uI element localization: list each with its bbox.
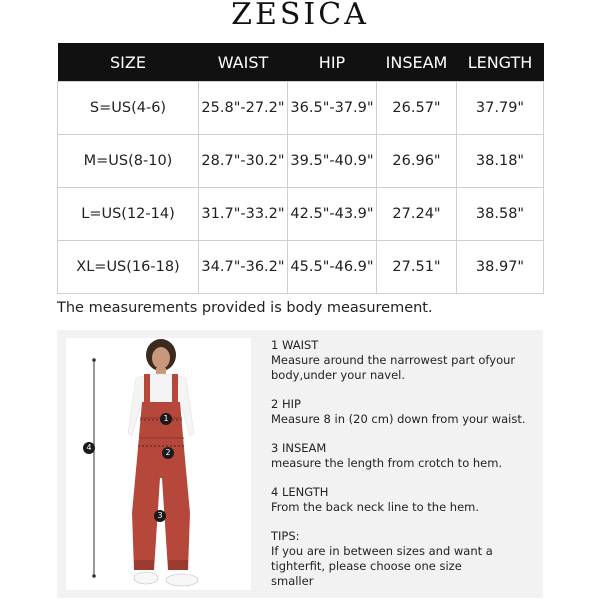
- table-cell: 27.51": [377, 241, 457, 294]
- header-waist: WAIST: [199, 43, 288, 82]
- table-cell: 37.79": [457, 82, 544, 135]
- instruction-inseam: [271, 441, 536, 471]
- instruction-line: Measure 8 in (20 cm) down from your waist.: [271, 412, 526, 426]
- marker-waist: 1: [160, 413, 172, 425]
- table-row: [58, 82, 544, 135]
- overalls-body: [132, 402, 190, 570]
- header-hip: HIP: [288, 43, 377, 82]
- table-cell: 42.5"-43.9": [288, 188, 377, 241]
- instruction-line: smaller: [271, 574, 314, 588]
- header-size: SIZE: [58, 43, 199, 82]
- instruction-title: TIPS:: [271, 529, 300, 543]
- instruction-line: Measure around the narrowest part ofyour: [271, 353, 516, 367]
- table-row: [58, 188, 544, 241]
- table-cell: 38.58": [457, 188, 544, 241]
- table-row: [58, 135, 544, 188]
- marker-hip: 2: [162, 447, 174, 459]
- table-cell: 36.5"-37.9": [288, 82, 377, 135]
- instruction-line: From the back neck line to the hem.: [271, 500, 480, 514]
- instruction-line: If you are in between sizes and want a: [271, 544, 493, 558]
- overalls-model-illustration: [66, 338, 251, 590]
- table-cell: 25.8"-27.2": [199, 82, 288, 135]
- table-cell: 45.5"-46.9": [288, 241, 377, 294]
- table-cell: 26.96": [377, 135, 457, 188]
- right-shoe: [166, 574, 198, 586]
- table-cell: M=US(8-10): [58, 135, 199, 188]
- table-cell: 31.7"-33.2": [199, 188, 288, 241]
- table-row: [58, 241, 544, 294]
- header-inseam: INSEAM: [377, 43, 457, 82]
- size-chart-table: [57, 43, 544, 294]
- table-cell: 34.7"-36.2": [199, 241, 288, 294]
- instruction-length: [271, 485, 536, 515]
- table-cell: 39.5"-40.9": [288, 135, 377, 188]
- table-cell: L=US(12-14): [58, 188, 199, 241]
- table-cell: XL=US(16-18): [58, 241, 199, 294]
- measure-guide-panel: [57, 330, 543, 598]
- marker-inseam: 3: [154, 510, 166, 522]
- instruction-line: tighterfit, please choose one size: [271, 559, 462, 573]
- table-cell: 38.97": [457, 241, 544, 294]
- instruction-line: measure the length from crotch to hem.: [271, 456, 503, 470]
- table-cell: 27.24": [377, 188, 457, 241]
- table-cell: 26.57": [377, 82, 457, 135]
- instruction-line: body,under your navel.: [271, 368, 406, 382]
- instruction-title: 4 LENGTH: [271, 485, 329, 499]
- measure-instructions: [271, 338, 536, 603]
- header-length: LENGTH: [457, 43, 544, 82]
- instruction-tips: [271, 529, 536, 589]
- instruction-title: 1 WAIST: [271, 338, 319, 352]
- table-cell: 38.18": [457, 135, 544, 188]
- left-shoe: [134, 572, 158, 584]
- instruction-waist: [271, 338, 536, 383]
- instruction-title: 3 INSEAM: [271, 441, 327, 455]
- table-cell: 28.7"-30.2": [199, 135, 288, 188]
- model-figure: [66, 338, 251, 590]
- brand-logo: ZESICA: [231, 0, 369, 32]
- face-shape: [152, 347, 170, 369]
- instruction-hip: [271, 397, 536, 427]
- marker-length: 4: [83, 442, 95, 454]
- table-cell: S=US(4-6): [58, 82, 199, 135]
- table-header-row: [58, 43, 544, 82]
- instruction-title: 2 HIP: [271, 397, 301, 411]
- measurement-note: The measurements provided is body measurement.: [57, 300, 433, 316]
